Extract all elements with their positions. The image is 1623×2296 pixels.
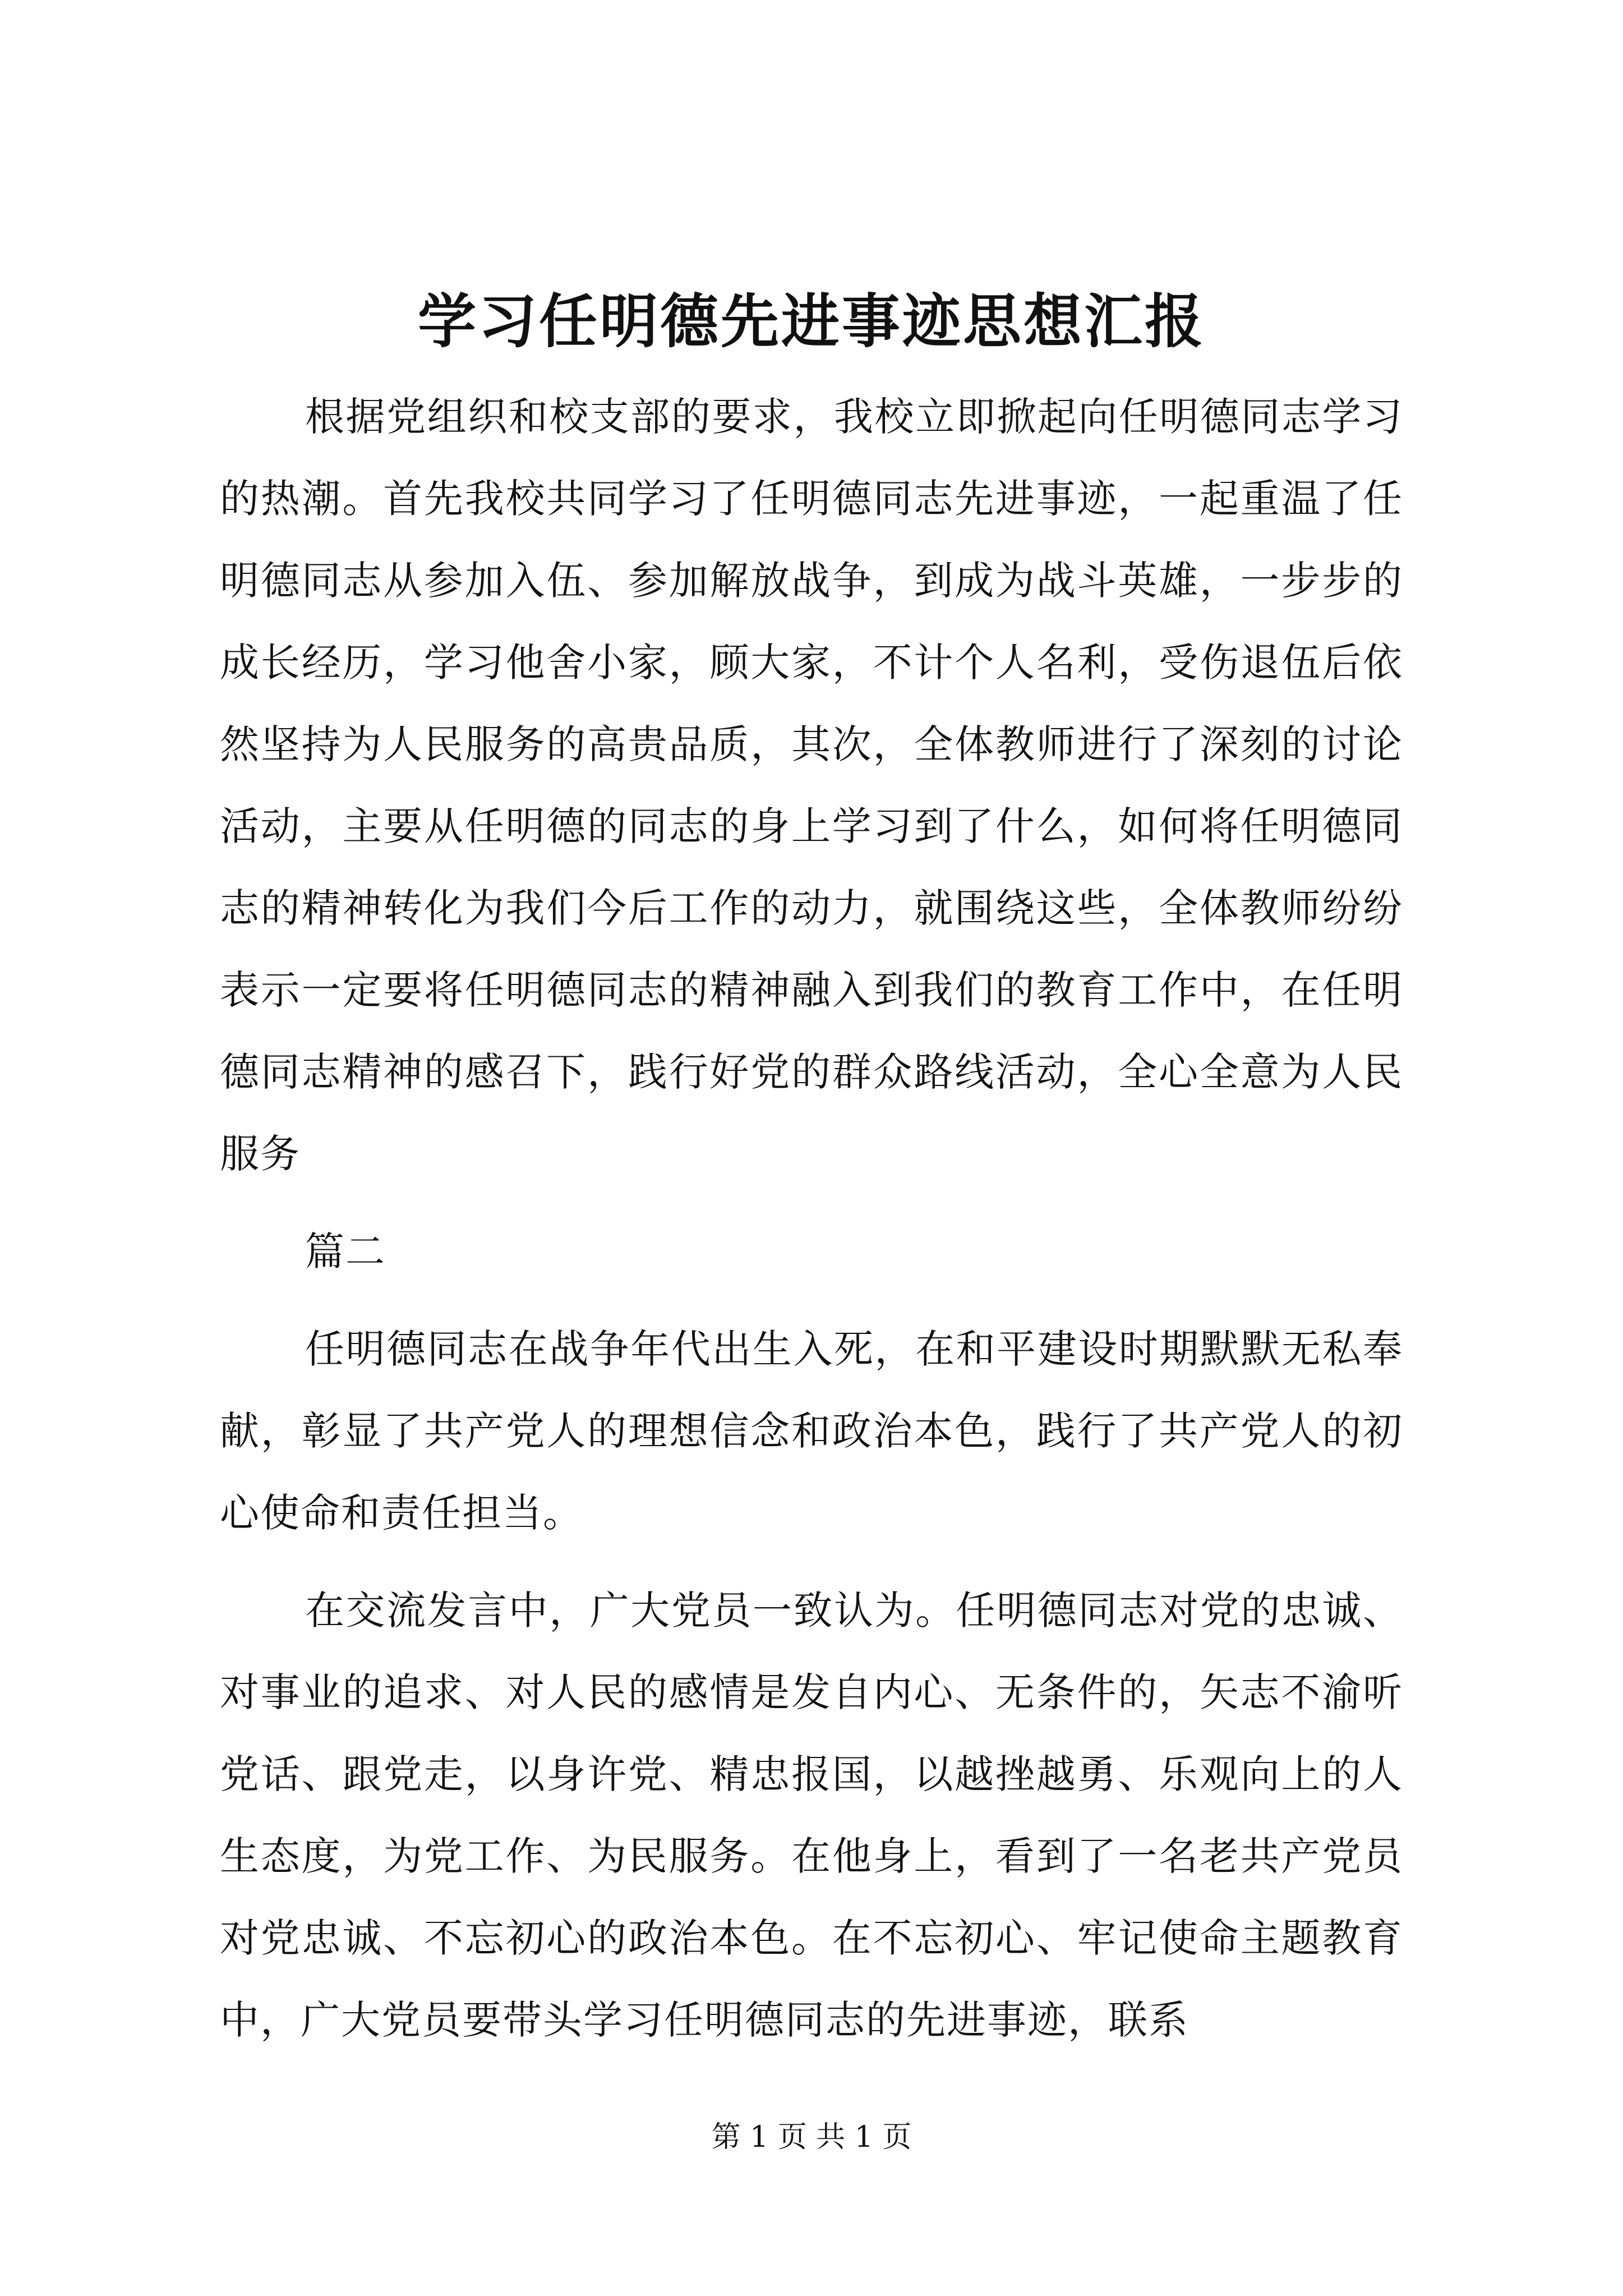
document-title: 学习任明德先进事迹思想汇报 xyxy=(417,287,1205,356)
paragraph-1: 根据党组织和校支部的要求，我校立即掀起向任明德同志学习的热潮。首先我校共同学习了任明德同志先进事迹，一起重温了任明德同志从参加入伍、参加解放战争，到成为战斗英雄，一步步的成长经历，学习他舍小家，顾大家，不计个人名利，受伤退伍后依然坚持为人民服务的高贵品质，其次，全体教师进行了深刻的讨论活动，主要从任明德的同志的身上学习到了什么，如何将任明德同志的精神转化为我们今后工作的动力，就围绕这些，全体教师纷纷表示一定要将任明德同志的精神融入到我们的教育工作中，在任明德同志精神的感召下，践行好党的群众路线活动，全心全意为人民服务 xyxy=(220,394,1403,1177)
paragraph-2: 任明德同志在战争年代出生入死，在和平建设时期默默无私奉献，彰显了共产党人的理想信念和政治本色，践行了共产党人的初心使命和责任担当。 xyxy=(220,1326,1403,1536)
paragraph-3: 在交流发言中，广大党员一致认为。任明德同志对党的忠诚、对事业的追求、对人民的感情是发自内心、无条件的，矢志不渝听党话、跟党走，以身许党、精忠报国，以越挫越勇、乐观向上的人生态度，为党工作、为民服务。在他身上，看到了一名老共产党员对党忠诚、不忘初心的政治本色。在不忘初心、牢记使命主题教育中，广大党员要带头学习任明德同志的先进事迹，联系 xyxy=(220,1588,1403,2043)
document-body xyxy=(220,376,1403,2061)
page-footer: 第 1 页 共 1 页 xyxy=(711,2120,912,2154)
section-heading: 篇二 xyxy=(305,1228,386,1274)
